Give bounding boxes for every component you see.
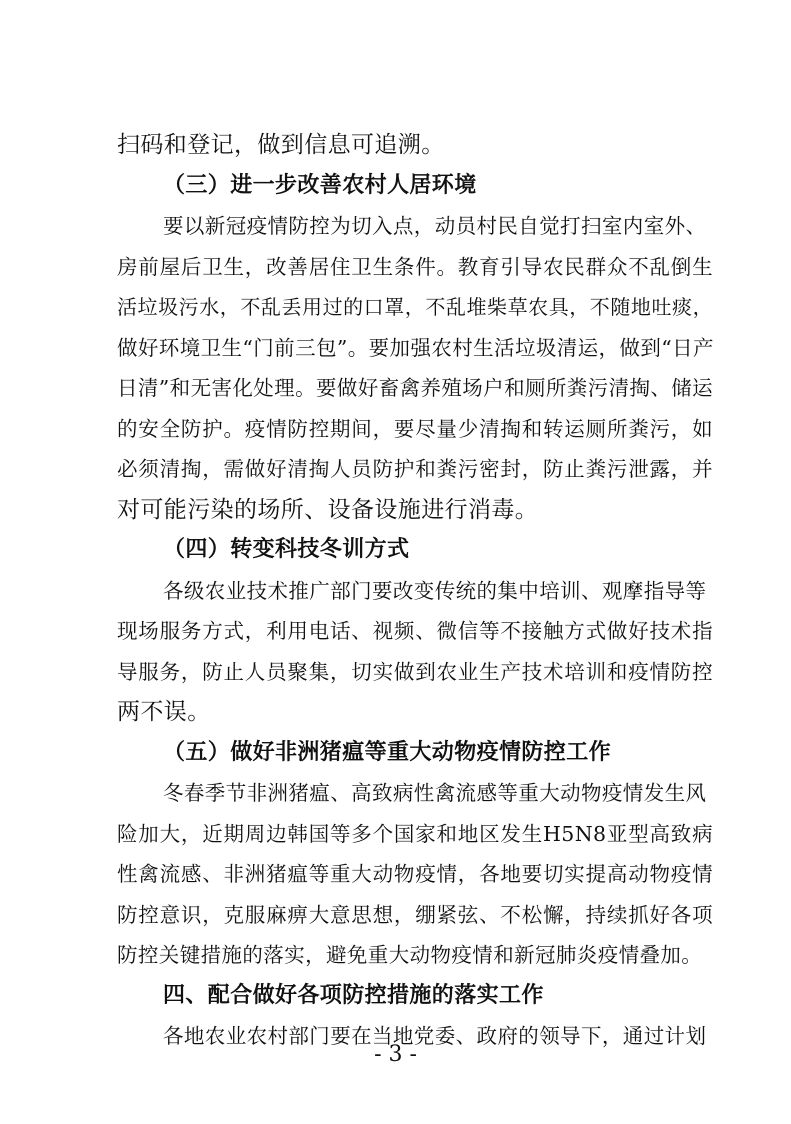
- document-body: [117, 125, 713, 1057]
- paragraph-line: 导服务，防止人员聚集，切实做到农业生产技术培训和疫情防控: [117, 659, 713, 684]
- paragraph-line: 的安全防护。疫情防控期间，要尽量少清掏和转运厕所粪污，如: [117, 416, 713, 441]
- paragraph-line: 做好环境卫生“门前三包”。要加强农村生活垃圾清运，做到“日产: [117, 335, 714, 360]
- page-number: - 3 -: [374, 1042, 417, 1067]
- paragraph-line: 日清”和无害化处理。要做好畜禽养殖场户和厕所粪污清掏、储运: [117, 376, 714, 400]
- section-heading-4: （四）转变科技冬训方式: [163, 537, 410, 562]
- section-heading-3: （三）进一步改善农村人居环境: [163, 172, 477, 198]
- paragraph-line: 冬春季节非洲猪瘟、高致病性禽流感等重大动物疫情发生风: [163, 781, 707, 805]
- section-heading-main-4: 四、配合做好各项防控措施的落实工作: [163, 982, 544, 1008]
- paragraph-line: 房前屋后卫生，改善居住卫生条件。教育引导农民群众不乱倒生: [117, 254, 713, 279]
- paragraph-line: 对可能污染的场所、设备设施进行消毒。: [117, 496, 539, 523]
- paragraph-line: 防控意识，克服麻痹大意思想，绷紧弦、不松懈，持续抓好各项: [117, 902, 713, 927]
- paragraph-line: 必须清掏，需做好清掏人员防护和粪污密封，防止粪污泄露，并: [117, 457, 713, 481]
- paragraph-line: 各级农业技术推广部门要改变传统的集中培训、观摩指导等: [163, 578, 707, 603]
- paragraph-line: 活垃圾污水，不乱丢用过的口罩，不乱堆柴草农具，不随地吐痰，: [117, 295, 713, 319]
- paragraph-line: 性禽流感、非洲猪瘟等重大动物疫情，各地要切实提高动物疫情: [117, 862, 713, 886]
- paragraph-line: 现场服务方式，利用电话、视频、微信等不接触方式做好技术指: [117, 619, 713, 643]
- paragraph-line: 要以新冠疫情防控为切入点，动员村民自觉打扫室内室外、: [163, 214, 707, 238]
- paragraph-line: 防控关键措施的落实，避免重大动物疫情和新冠肺炎疫情叠加。: [117, 943, 703, 967]
- paragraph-line: 各地农业农村部门要在当地党委、政府的领导下，通过计划: [163, 1024, 707, 1048]
- paragraph-line: 两不误。: [117, 699, 211, 725]
- section-heading-5: （五）做好非洲猪瘟等重大动物疫情防控工作: [163, 739, 612, 765]
- paragraph-line: 险加大，近期周边韩国等多个国家和地区发生H5N8亚型高致病: [117, 821, 713, 846]
- paragraph-line: 扫码和登记，做到信息可追溯。: [117, 132, 445, 158]
